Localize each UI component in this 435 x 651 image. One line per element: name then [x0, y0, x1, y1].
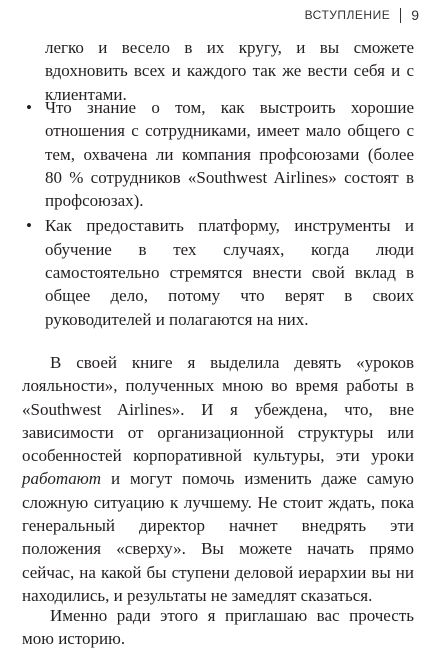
- section-title: ВСТУПЛЕНИЕ: [304, 8, 391, 22]
- running-head: [305, 4, 419, 26]
- body-paragraph: [22, 351, 414, 607]
- continued-bullet-text: легко и весело в их кругу, и вы сможете вдохновить всех и каждого так же вести себя и с клиентами.: [45, 38, 414, 104]
- emphasis-text: работают: [22, 469, 102, 489]
- page-number: 9: [411, 7, 419, 23]
- list-item-text: Что знание о том, как выстроить хорошие отношения с сотрудниками, имеет мало общего с тем, охвачена ли компания профсоюзами (более 80 % сотрудников «Southwest Airlines» состоят в профсоюзах).: [45, 98, 414, 211]
- bullet-icon: •: [26, 216, 32, 236]
- closing-paragraph: Именно ради этого я приглашаю вас прочесть мою историю.: [22, 606, 414, 649]
- header-divider: [400, 8, 401, 23]
- list-item-text: Как предоставить платформу, инструменты и обучение в тех случаях, когда люди самостоятельно стремятся внести свой вклад в общее дело, потому что верят в своих руководителей и полагаются на них.: [45, 216, 414, 329]
- paragraph-text: и могут помочь изменить даже самую сложную ситуацию к лучшему. Не стоит ждать, пока генеральный директор начнет внедрять эти положения «сверху». Вы можете начать прямо сейчас, на какой бы ступени деловой иерархии вы ни находились, и результаты не замедлят сказаться.: [22, 469, 414, 605]
- bullet-icon: •: [26, 98, 32, 117]
- bullet-list: [22, 96, 414, 331]
- list-item: [22, 96, 414, 212]
- paragraph-text: В своей книге я выделила девять «уроков лояльности», полученных мною во время работы в «Southwest Airlines». И я убеждена, что, вне зависимости от организационной структуры или особенностей корпоративной культуры, эти уроки: [22, 353, 414, 466]
- list-item: [22, 214, 414, 330]
